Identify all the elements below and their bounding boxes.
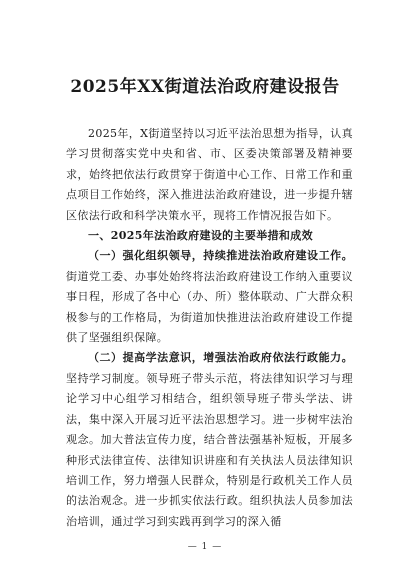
document-body — [66, 124, 353, 532]
item-1-lead: （一）强化组织领导，持续推进法治政府建设工作。 — [88, 249, 353, 263]
document-title: 2025年XX街道法治政府建设报告 — [70, 77, 340, 97]
item-2-paragraph — [66, 348, 353, 532]
section-heading: 一、2025年法治政府建设的主要举措和成效 — [88, 229, 313, 243]
intro-paragraph: 2025年，X街道坚持以习近平法治思想为指导，认真学习贯彻落实党中央和省、市、区委决策部署及精神要求，始终把依法行政贯穿于街道中心工作、日常工作和重点项目工作始终，深入推进法治政府建设，进一步提升辖区依法行政和科学决策水平，现将工作情况报告如下。 — [66, 127, 353, 222]
page-number: — 1 — — [187, 542, 223, 552]
item-2-lead: （二）提高学法意识，增强法治政府依法行政能力。 — [88, 351, 353, 365]
item-1-text: 街道党工委、办事处始终将法治政府建设工作纳入重要议事日程，形成了各中心（办、所）整体联动、广大群众积极参与的工作格局，为街道加快推进法治政府建设工作提供了坚强组织保障。 — [66, 269, 353, 345]
item-1-paragraph — [66, 246, 353, 348]
item-2-text: 坚持学习制度。领导班子带头示范，将法律知识学习与理论学习中心组学习相结合，组织领导班子带头学法、讲法，集中深入开展习近平法治思想学习。进一步树牢法治观念。加大普法宣传力度，结合普法强基补短板，开展多种形式法律宣传、法律知识讲座和有关执法人员法律知识培训工作，努力增强人民群众，特别是行政机关工作人员的法治观念。进一步抓实依法行政。组织执法人员参加法治培训，通过学习到实践再到学习的深入循 — [66, 371, 353, 528]
